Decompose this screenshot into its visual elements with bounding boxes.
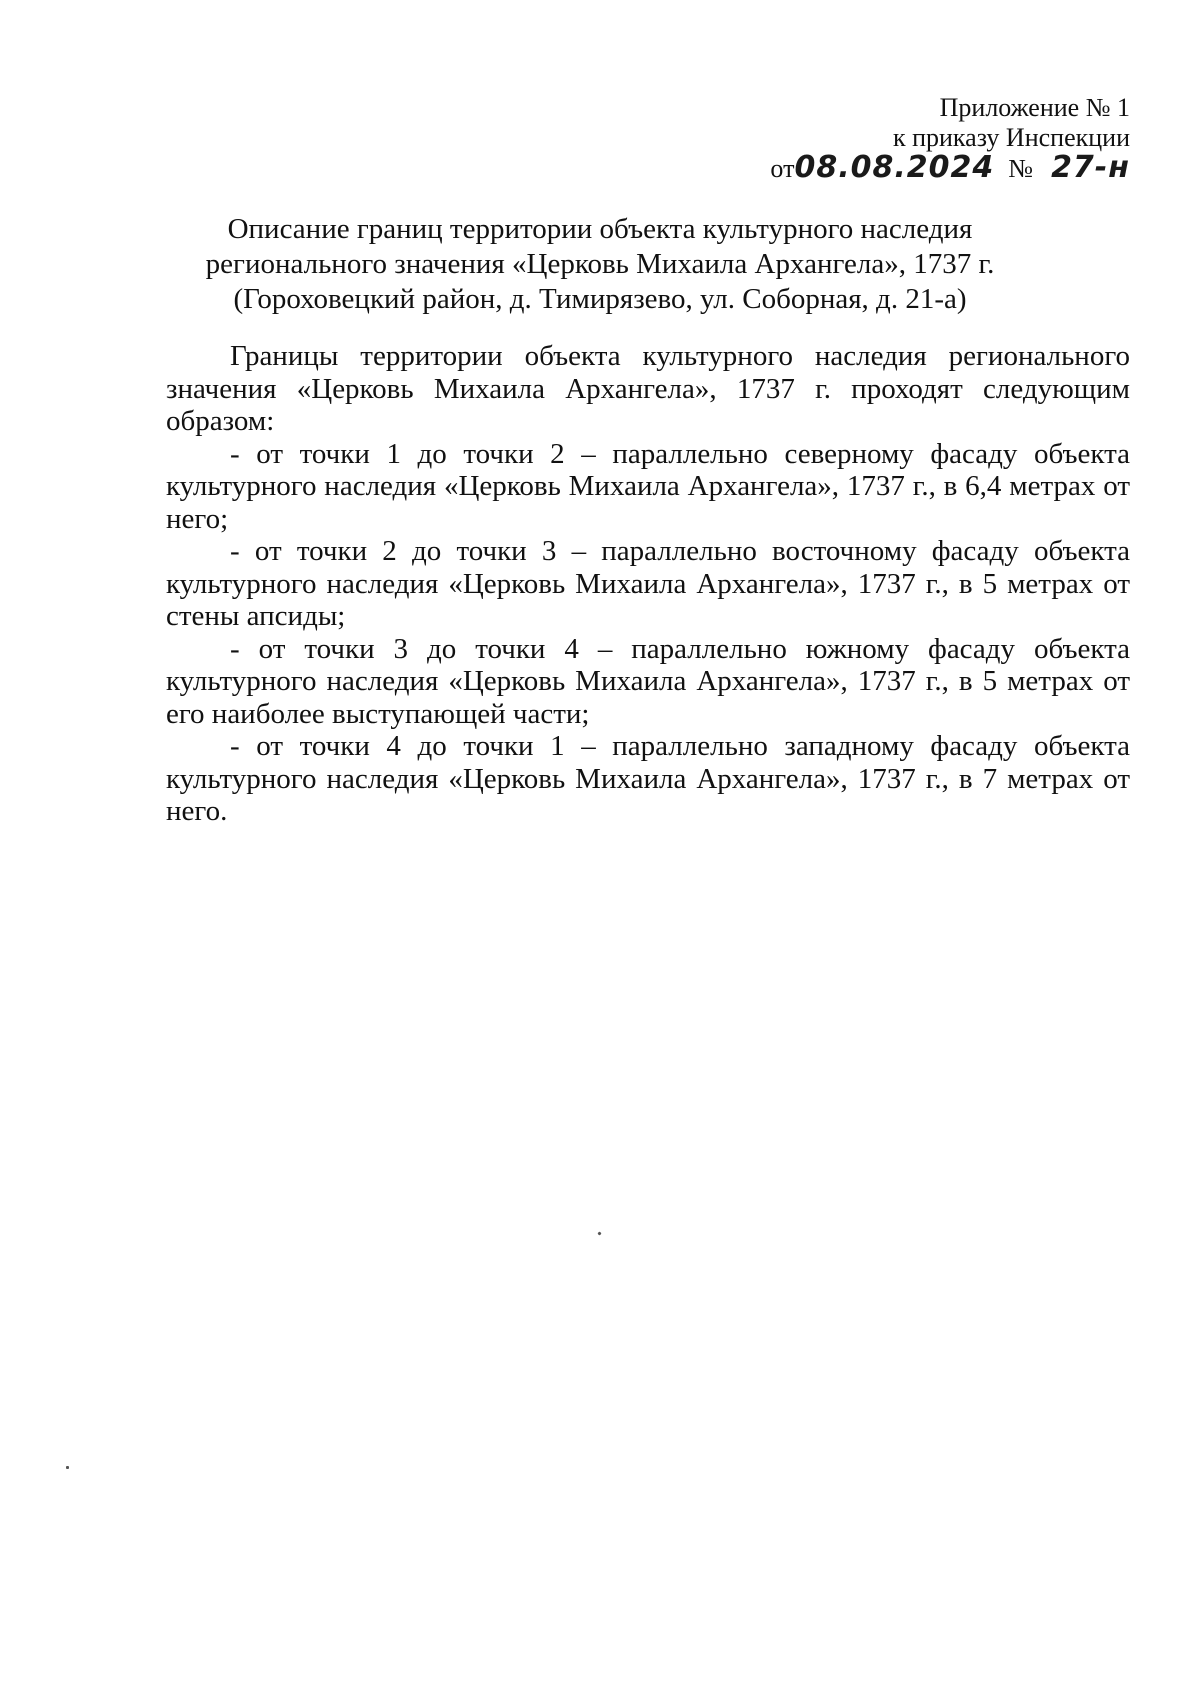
intro-paragraph: Границы территории объекта культурного наследия регионального значения «Церковь Михаила Архангела», 1737 г. проходят следующим образом: xyxy=(166,340,1130,437)
boundary-item-4: - от точки 4 до точки 1 – параллельно западному фасаду объекта культурного наследия «Церковь Михаила Архангела», 1737 г., в 7 метрах от него. xyxy=(166,730,1130,827)
title-line-3: (Гороховецкий район, д. Тимирязево, ул. Соборная, д. 21-а) xyxy=(233,283,967,315)
document-body xyxy=(166,340,1130,828)
handwritten-number: 27-н xyxy=(1051,150,1130,185)
document-title xyxy=(150,212,1050,317)
appendix-header xyxy=(770,93,1130,184)
scan-speck xyxy=(597,1231,601,1235)
boundary-item-1: - от точки 1 до точки 2 – параллельно северному фасаду объекта культурного наследия «Церковь Михаила Архангела», 1737 г., в 6,4 метрах от него; xyxy=(166,437,1130,535)
scan-speck xyxy=(66,1466,69,1469)
number-sign: № xyxy=(1008,154,1034,183)
order-reference: к приказу Инспекции xyxy=(892,123,1130,152)
title-line-2: регионального значения «Церковь Михаила Архангела», 1737 г. xyxy=(205,248,995,280)
handwritten-date: 08.08.2024 xyxy=(794,150,995,185)
boundary-item-2: - от точки 2 до точки 3 – параллельно восточному фасаду объекта культурного наследия «Церковь Михаила Архангела», 1737 г., в 5 метрах от стены апсиды; xyxy=(166,535,1130,632)
boundary-item-3: - от точки 3 до точки 4 – параллельно южному фасаду объекта культурного наследия «Церковь Михаила Архангела», 1737 г., в 5 метрах от его наиболее выступающей части; xyxy=(166,632,1130,730)
appendix-number: Приложение № 1 xyxy=(939,93,1130,122)
order-date-number xyxy=(770,150,1130,185)
title-line-1: Описание границ территории объекта культурного наследия xyxy=(227,213,973,245)
from-label: от xyxy=(770,154,795,183)
